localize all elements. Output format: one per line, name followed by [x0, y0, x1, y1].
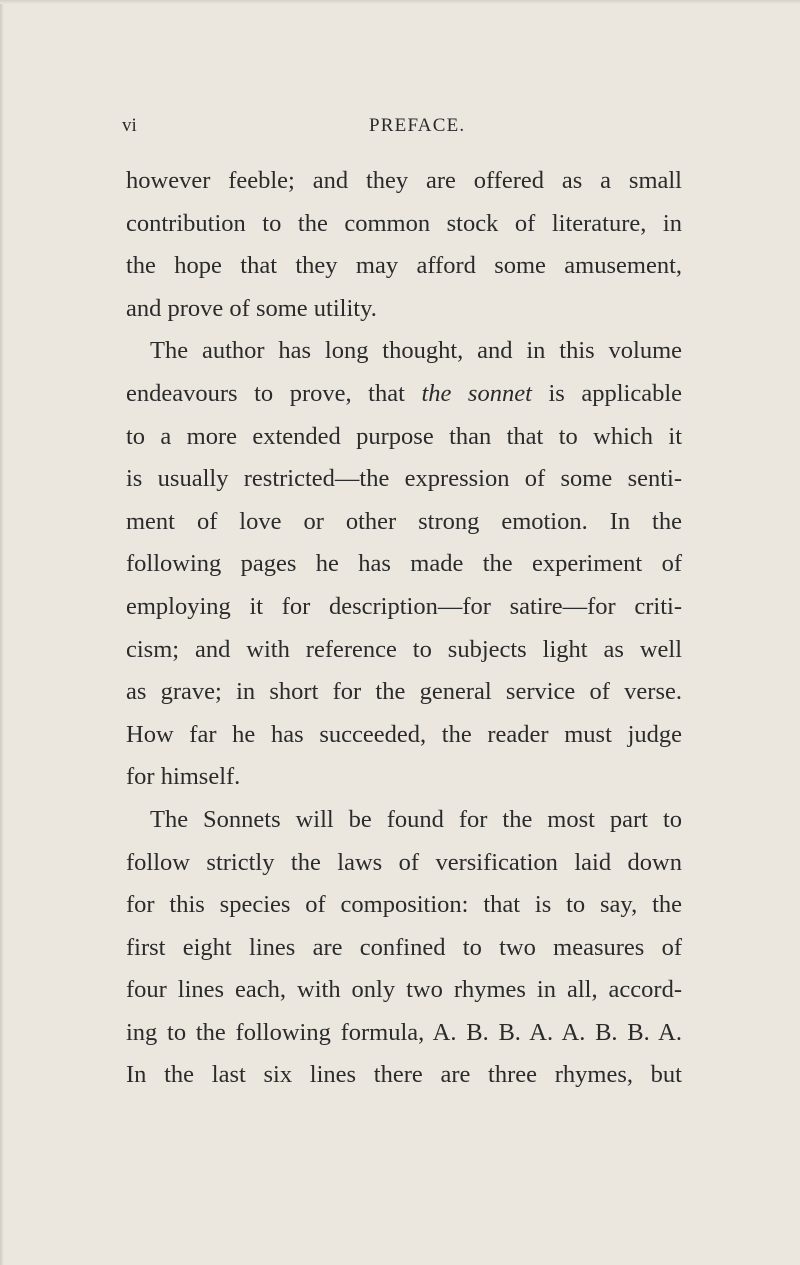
text-line: How far he has succeeded, the reader must judge [126, 720, 682, 748]
text-line: the hope that they may afford some amusement, [126, 252, 682, 280]
text-line: first eight lines are confined to two measures of [126, 933, 682, 961]
text-line: for this species of composition: that is to say, the [126, 891, 682, 919]
running-head-title: PREFACE. [369, 115, 466, 136]
text-line: employing it for description—for satire—for criti- [126, 592, 682, 620]
italic-phrase: the sonnet [421, 379, 532, 407]
page-edge-left [0, 0, 4, 1265]
text-line: The Sonnets will be found for the most part to [150, 805, 682, 833]
text-line: contribution to the common stock of literature, in [126, 209, 682, 237]
text-line [126, 373, 682, 416]
text-line: In the last six lines there are three rhymes, but [126, 1061, 682, 1089]
page-edge-top [0, 0, 800, 4]
text-line: and prove of some utility. [126, 294, 377, 322]
text-line: ing to the following formula, A. B. B. A. A. B. B. A. [126, 1018, 682, 1046]
text-span: is applicable [531, 379, 683, 407]
text-line [126, 330, 682, 373]
text-span: endeavours to prove, that [126, 379, 422, 407]
text-line: cism; and with reference to subjects light as well [126, 635, 682, 663]
page-number: vi [122, 115, 137, 136]
text-line: follow strictly the laws of versification laid down [126, 848, 682, 876]
body-text [126, 160, 682, 1097]
text-line: to a more extended purpose than that to which it [126, 422, 682, 450]
text-line: four lines each, with only two rhymes in all, accord- [126, 976, 682, 1004]
text-line: for himself. [126, 763, 241, 791]
text-line: however feeble; and they are offered as a small [126, 167, 682, 194]
text-span: The author has long thought, and in this volume [150, 337, 682, 365]
text-line: as grave; in short for the general service of verse. [126, 678, 682, 706]
running-head [0, 112, 800, 142]
text-line: ment of love or other strong emotion. In the [126, 507, 682, 535]
text-line: is usually restricted—the expression of some senti- [126, 465, 682, 493]
text-line: following pages he has made the experiment of [126, 550, 682, 578]
